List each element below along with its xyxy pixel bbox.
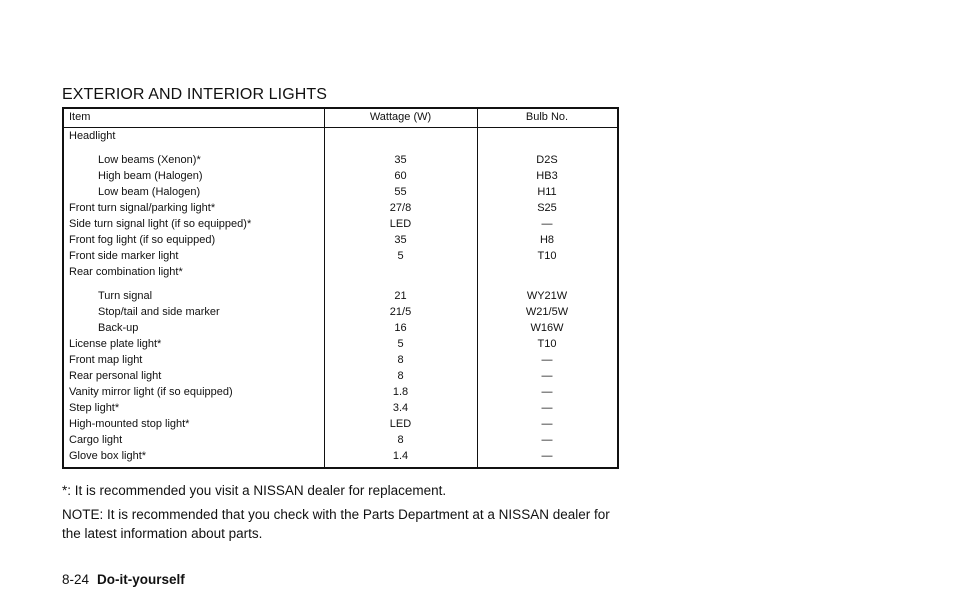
row-bulb: — <box>541 370 553 382</box>
row-item: Side turn signal light (if so equipped)* <box>69 218 252 230</box>
row-wattage: 1.4 <box>392 450 409 462</box>
header-wattage: Wattage (W) <box>369 111 432 123</box>
row-item: Vanity mirror light (if so equipped) <box>69 386 233 398</box>
row-item: Turn signal <box>98 290 153 302</box>
row-wattage: 60 <box>394 170 407 182</box>
row-item: Rear personal light <box>69 370 162 382</box>
row-wattage: 55 <box>394 186 407 198</box>
row-bulb: — <box>541 450 553 462</box>
row-wattage: 27/8 <box>389 202 412 214</box>
row-item: Front fog light (if so equipped) <box>69 234 216 246</box>
row-bulb: — <box>541 418 553 430</box>
row-bulb: W16W <box>530 322 564 334</box>
row-wattage: 21 <box>394 290 407 302</box>
row-wattage: 8 <box>397 354 404 366</box>
row-wattage: 1.8 <box>392 386 409 398</box>
row-wattage: 3.4 <box>392 402 409 414</box>
row-bulb: S25 <box>537 202 557 214</box>
row-bulb: H11 <box>537 186 557 198</box>
row-bulb: — <box>541 354 553 366</box>
row-item: Low beam (Halogen) <box>98 186 201 198</box>
page-number: 8-24 <box>62 572 90 587</box>
row-wattage: LED <box>389 218 412 230</box>
row-bulb: HB3 <box>536 170 558 182</box>
row-item: Glove box light* <box>69 450 147 462</box>
header-bulb: Bulb No. <box>525 111 569 123</box>
row-item: High beam (Halogen) <box>98 170 203 182</box>
row-wattage: 8 <box>397 370 404 382</box>
row-item: Front turn signal/parking light* <box>69 202 216 214</box>
row-item: High-mounted stop light* <box>69 418 190 430</box>
row-wattage: 35 <box>394 234 407 246</box>
row-bulb: D2S <box>536 154 558 166</box>
row-bulb: T10 <box>537 338 557 350</box>
row-bulb: WY21W <box>526 290 568 302</box>
row-item: Rear combination light* <box>69 266 183 278</box>
row-item: Front side marker light <box>69 250 179 262</box>
section-name: Do-it-yourself <box>97 572 185 587</box>
row-item: Low beams (Xenon)* <box>98 154 201 166</box>
row-bulb: — <box>541 218 553 230</box>
row-item: Cargo light <box>69 434 123 446</box>
row-bulb: T10 <box>537 250 557 262</box>
row-item: Step light* <box>69 402 120 414</box>
row-item: Headlight <box>69 130 116 142</box>
bulb-table <box>62 107 619 469</box>
row-wattage: 35 <box>394 154 407 166</box>
page-title: EXTERIOR AND INTERIOR LIGHTS <box>62 86 328 103</box>
row-wattage: LED <box>389 418 412 430</box>
footnote: *: It is recommended you visit a NISSAN dealer for replacement. <box>62 483 447 498</box>
row-wattage: 8 <box>397 434 404 446</box>
note-text: NOTE: It is recommended that you check with the Parts Department at a NISSAN dealer for the latest information about parts. <box>62 507 610 541</box>
row-bulb: H8 <box>539 234 555 246</box>
table-header <box>64 109 617 128</box>
row-wattage: 21/5 <box>389 306 412 318</box>
row-bulb: W21/5W <box>525 306 569 318</box>
row-item: Stop/tail and side marker <box>98 306 220 318</box>
row-bulb: — <box>541 386 553 398</box>
row-wattage: 5 <box>397 338 404 350</box>
row-bulb: — <box>541 402 553 414</box>
header-item: Item <box>69 111 91 123</box>
row-bulb: — <box>541 434 553 446</box>
row-wattage: 16 <box>394 322 407 334</box>
row-wattage: 5 <box>397 250 404 262</box>
row-item: Back-up <box>98 322 139 334</box>
row-item: Front map light <box>69 354 143 366</box>
page-footer <box>62 572 185 587</box>
row-item: License plate light* <box>69 338 162 350</box>
